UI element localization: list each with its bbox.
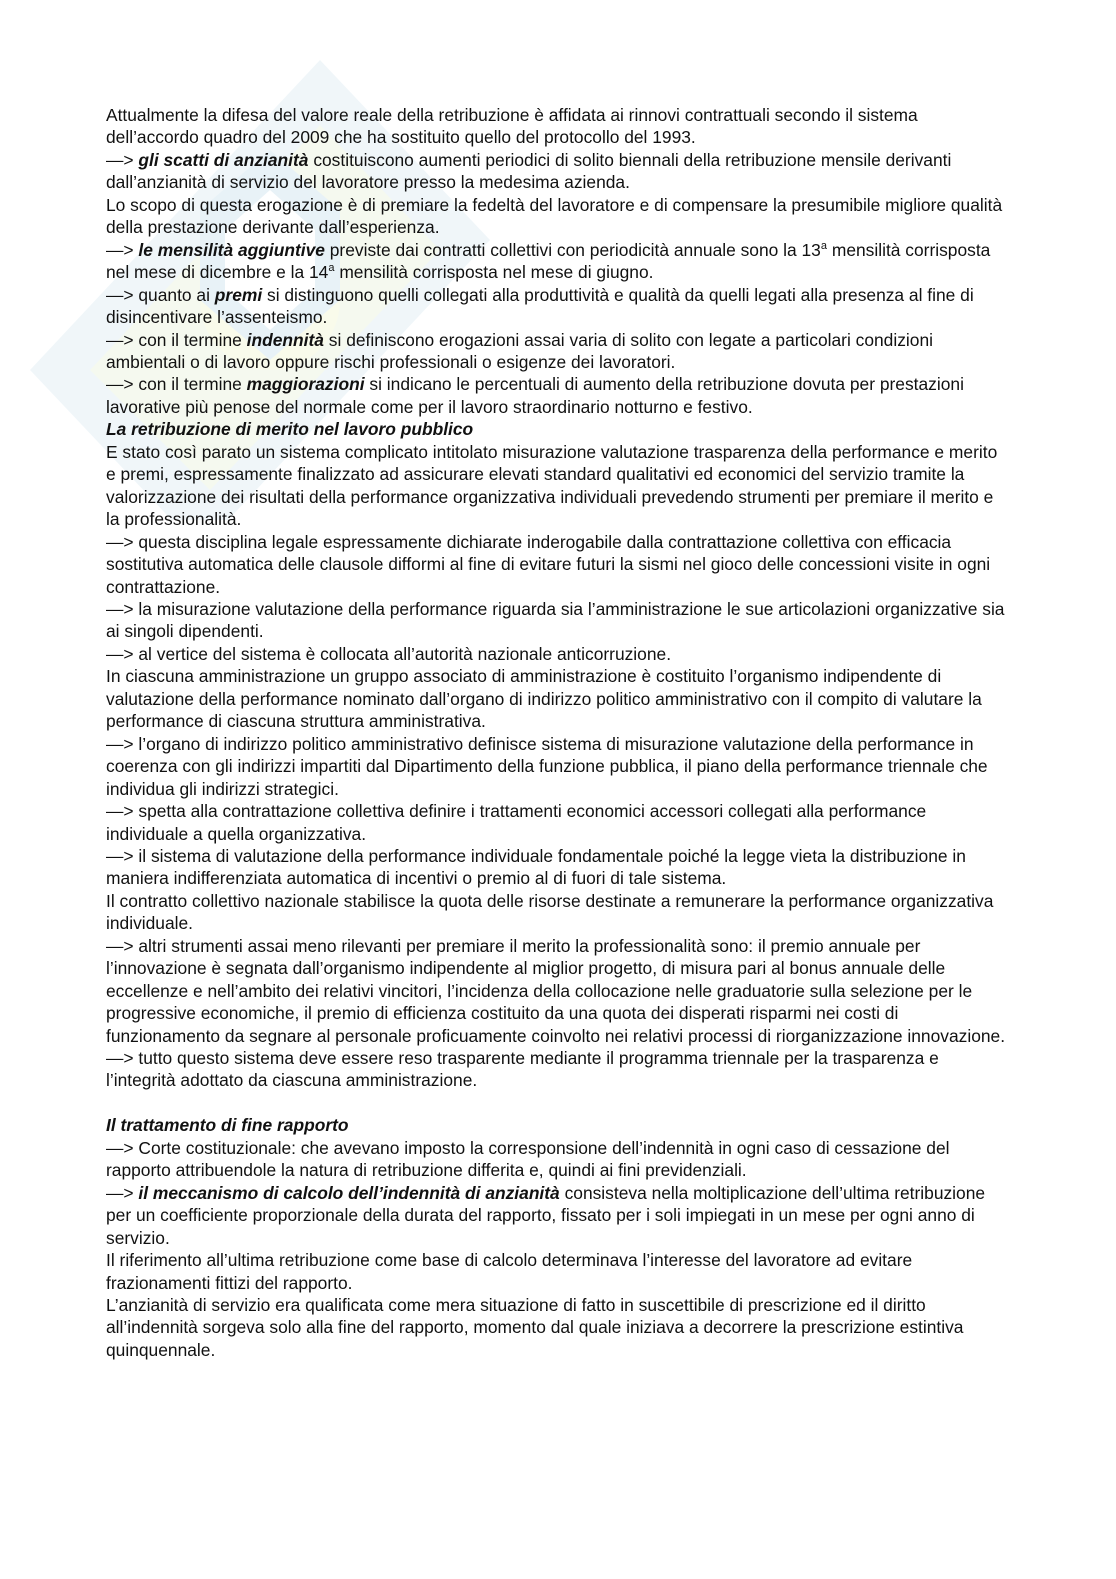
paragraph-text: tutto questo sistema deve essere reso trasparente mediante il programma triennale per la trasparenza e l’integrità adottato da ciascuna amministrazione. — [106, 1048, 939, 1091]
paragraph-text: previste dai contratti collettivi con periodicità annuale sono la 13 — [329, 239, 821, 260]
paragraph-text: con il termine — [138, 374, 242, 395]
key-term: maggiorazioni — [246, 374, 365, 395]
key-term: il meccanismo di calcolo dell’indennità di anzianità — [138, 1182, 560, 1203]
paragraph-text: mensilità corrisposta nel mese di giugno. — [339, 262, 654, 283]
paragraph-text: mensilità corrisposta nel mese di dicembre e la 14 — [106, 239, 991, 283]
paragraph-text: l’organo di indirizzo politico amministrativo definisce sistema di misurazione valutazione della performance in coerenza con gli indirizzi impartiti dal Dipartimento della funzione pubblica, il piano della performance triennale che individua gli indirizzi strategici. — [106, 733, 988, 799]
paragraph-text: al vertice del sistema è collocata all’autorità nazionale anticorruzione. — [138, 643, 672, 664]
bullet-paragraph — [106, 373, 1006, 418]
paragraph-text: il sistema di valutazione della performance individuale fondamentale poiché la legge vieta la distribuzione in maniera indifferenziata automatica di incentivi o premio al di fuori di tale sistema. — [106, 845, 966, 889]
arrow-marker: —> — [106, 1137, 134, 1158]
bullet-paragraph — [106, 643, 1006, 665]
paragraph-text: spetta alla contrattazione collettiva definire i trattamenti economici accessori collegati alla performance individuale a quella organizzativa. — [106, 801, 927, 844]
paragraph-text: Il riferimento all’ultima retribuzione come base di calcolo determinava l’interesse del lavoratore ad evitare frazionamenti fittizi del rapporto. — [106, 1250, 913, 1293]
arrow-marker: —> — [106, 239, 134, 260]
paragraph-text: Il contratto collettivo nazionale stabilisce la quota delle risorse destinate a remunerare la performance organizzativa individuale. — [106, 890, 994, 934]
arrow-marker: —> — [106, 1048, 134, 1069]
paragraph-text: si distinguono quelli collegati alla produttività e qualità da quelli legati alla presenza al fine di disincentivare l’assenteismo. — [106, 284, 974, 328]
bullet-paragraph — [106, 1137, 1006, 1182]
bullet-paragraph — [106, 598, 1006, 643]
bullet-paragraph — [106, 800, 1006, 845]
bullet-paragraph — [106, 329, 1006, 374]
arrow-marker: —> — [106, 284, 134, 305]
paragraph — [106, 890, 1006, 935]
arrow-marker: —> — [106, 329, 134, 350]
ordinal-superscript: a — [328, 262, 335, 275]
bullet-paragraph — [106, 845, 1006, 890]
paragraph-text: In ciascuna amministrazione un gruppo associato di amministrazione è costituito l’organismo indipendente di valutazione della performance nominato dall’organo di indirizzo politico amministrativo con il compito di valutare la performance di ciascuna struttura amministrativa. — [106, 666, 982, 732]
bullet-paragraph — [106, 1047, 1006, 1092]
paragraph — [106, 1249, 1006, 1294]
paragraph — [106, 665, 1006, 732]
bullet-paragraph — [106, 239, 1006, 284]
key-term: le mensilità aggiuntive — [138, 239, 325, 260]
paragraph-text: consisteva nella moltiplicazione dell’ultima retribuzione per un coefficiente proporzionale della durata del rapporto, fissato per i soli impiegati in un mese per ogni anno di servizio. — [106, 1182, 986, 1248]
paragraph-text: Attualmente la difesa del valore reale della retribuzione è affidata ai rinnovi contrattuali secondo il sistema dell’accordo quadro del 2009 che ha sostituito quello del protocollo del 1993. — [106, 105, 918, 148]
paragraph-text: questa disciplina legale espressamente dichiarate inderogabile dalla contrattazione collettiva con efficacia sostitutiva automatica delle clausole difformi al fine di evitare futuri la sismi nel gioco delle concessioni visite in ogni contrattazione. — [106, 531, 991, 597]
ordinal-superscript: a — [820, 239, 827, 252]
arrow-marker: —> — [106, 149, 134, 170]
paragraph — [106, 1294, 1006, 1361]
blank-line — [106, 1092, 1006, 1114]
bullet-paragraph — [106, 531, 1006, 598]
arrow-marker: —> — [106, 531, 134, 552]
section-heading: La retribuzione di merito nel lavoro pubblico — [106, 419, 474, 440]
paragraph-text: E stato così parato un sistema complicato intitolato misurazione valutazione trasparenza della performance e merito e premi, espressamente finalizzato ad assicurare elevati standard qualitativi ed economici del servizio tramite la valorizzazione dei risultati della performance organizzativa individuali prevedendo strumenti per premiare il merito e la professionalità. — [106, 441, 998, 530]
bullet-paragraph — [106, 284, 1006, 329]
key-term: gli scatti di anzianità — [138, 149, 309, 170]
paragraph-text: Corte costituzionale: che avevano imposto la corresponsione dell’indennità in ogni caso di cessazione del rapporto attribuendole la natura di retribuzione differita e, quindi ai fini previdenziali. — [106, 1137, 950, 1181]
paragraph-text: L’anzianità di servizio era qualificata come mera situazione di fatto in suscettibile di prescrizione ed il diritto all’indennità sorgeva solo alla fine del rapporto, momento dal quale iniziava a decorrere la prescrizione estintiva quinquennale. — [106, 1295, 964, 1360]
document-body — [106, 104, 1006, 1361]
key-term: premi — [214, 284, 263, 305]
paragraph-text: si indicano le percentuali di aumento della retribuzione dovuta per prestazioni lavorative più penose del normale come per il lavoro straordinario notturno e festivo. — [106, 374, 964, 417]
paragraph-text: costituiscono aumenti periodici di solito biennali della retribuzione mensile derivanti dall’anzianità di servizio del lavoratore presso la medesima azienda. — [106, 149, 952, 193]
bullet-paragraph — [106, 935, 1006, 1047]
arrow-marker: —> — [106, 643, 134, 664]
arrow-marker: —> — [106, 598, 134, 619]
paragraph-text: la misurazione valutazione della performance riguarda sia l’amministrazione le sue articolazioni organizzative sia ai singoli dipendenti. — [106, 598, 1005, 642]
arrow-marker: —> — [106, 935, 134, 956]
paragraph-text: con il termine — [138, 329, 242, 350]
paragraph-text: si definiscono erogazioni assai varia di solito con legate a particolari condizioni ambientali o di lavoro oppure rischi professionali o esigenze dei lavoratori. — [106, 329, 933, 372]
bullet-paragraph — [106, 149, 1006, 194]
paragraph-text: quanto ai — [138, 284, 210, 305]
paragraph-text: Lo scopo di questa erogazione è di premiare la fedeltà del lavoratore e di compensare la presumibile migliore qualità della prestazione derivante dall’esperienza. — [106, 194, 1003, 238]
arrow-marker: —> — [106, 1182, 134, 1203]
bullet-paragraph — [106, 1182, 1006, 1249]
paragraph-text: altri strumenti assai meno rilevanti per premiare il merito la professionalità sono: il premio annuale per l’innovazione è segnata dall’organismo indipendente al miglior progetto, di misura pari al bonus annuale delle eccellenze e nell’ambito dei relativi vincitori, l’incidenza della collocazione nelle graduatorie sulla selezione per le progressive economiche, il premio di efficienza costituito da una quota dei disperati risparmi nei costi di funzionamento da segnare al personale proficuamente coinvolto nei relativi processi di riorganizzazione innovazione. — [106, 935, 1006, 1046]
paragraph — [106, 441, 1006, 531]
paragraph — [106, 104, 1006, 149]
arrow-marker: —> — [106, 845, 134, 866]
key-term: indennità — [246, 329, 324, 350]
section-heading: Il trattamento di fine rapporto — [106, 1115, 349, 1136]
bullet-paragraph — [106, 733, 1006, 800]
paragraph — [106, 194, 1006, 239]
arrow-marker: —> — [106, 801, 134, 822]
arrow-marker: —> — [106, 733, 134, 754]
arrow-marker: —> — [106, 374, 134, 395]
